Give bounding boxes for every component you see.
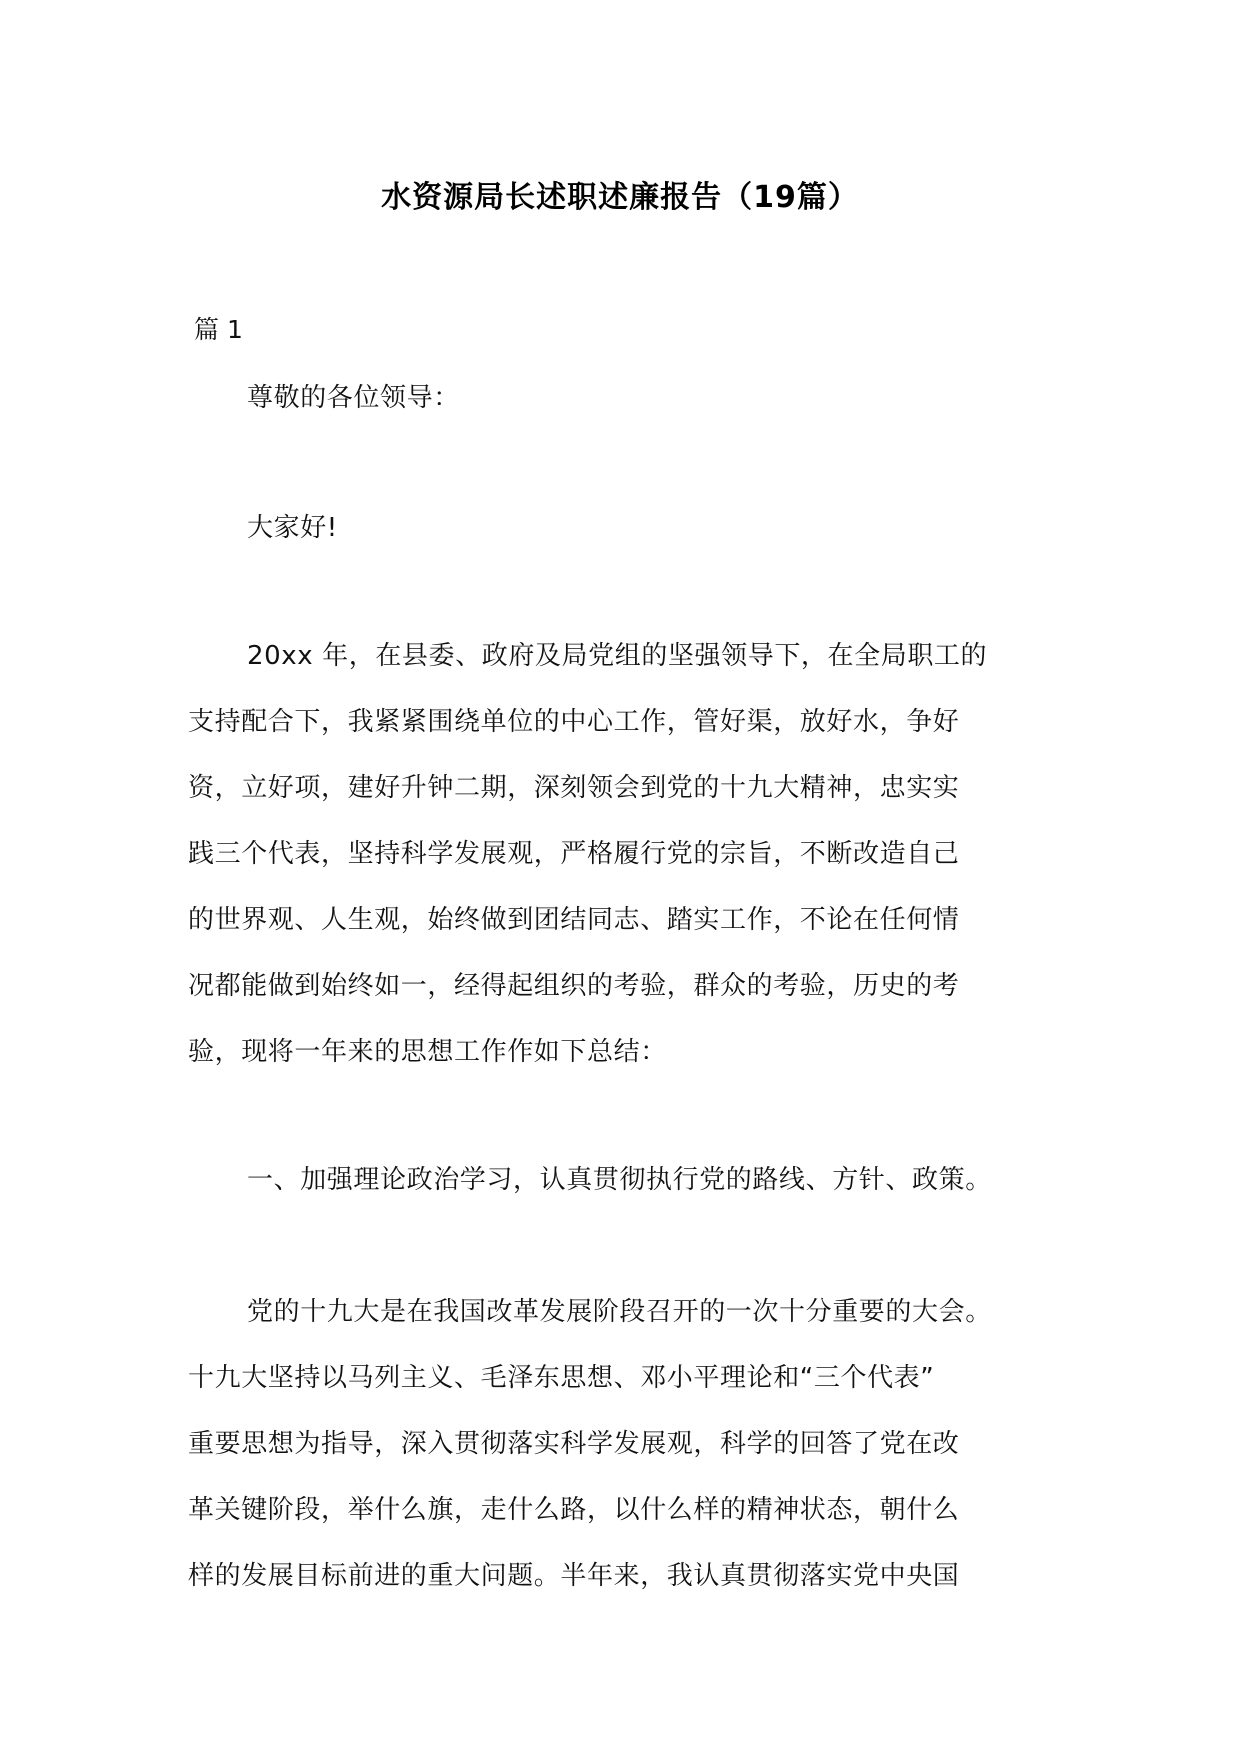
document-title: 水资源局长述职述廉报告（19篇） — [381, 180, 859, 215]
paragraph-line: 验，现将一年来的思想工作作如下总结： — [188, 1037, 667, 1067]
section-heading: 一、加强理论政治学习，认真贯彻执行党的路线、方针、政策。 — [247, 1165, 992, 1195]
section-label: 篇 1 — [194, 315, 243, 344]
paragraph-line: 重要思想为指导，深入贯彻落实科学发展观，科学的回答了党在改 — [188, 1429, 960, 1459]
paragraph-line: 况都能做到始终如一，经得起组织的考验，群众的考验，历史的考 — [188, 971, 960, 1001]
greeting: 大家好! — [247, 513, 338, 543]
paragraph-line: 样的发展目标前进的重大问题。半年来，我认真贯彻落实党中央国 — [188, 1561, 960, 1591]
paragraph-line: 20xx 年，在县委、政府及局党组的坚强领导下，在全局职工的 — [247, 641, 988, 671]
paragraph-line: 十九大坚持以马列主义、毛泽东思想、邓小平理论和“三个代表” — [188, 1363, 935, 1393]
paragraph-line: 革关键阶段，举什么旗，走什么路，以什么样的精神状态，朝什么 — [188, 1495, 960, 1525]
paragraph-line: 资，立好项，建好升钟二期，深刻领会到党的十九大精神，忠实实 — [188, 773, 960, 803]
salutation: 尊敬的各位领导： — [247, 383, 460, 413]
paragraph-line: 支持配合下，我紧紧围绕单位的中心工作，管好渠，放好水，争好 — [188, 707, 960, 737]
paragraph-line: 的世界观、人生观，始终做到团结同志、踏实工作，不论在任何情 — [188, 905, 960, 935]
paragraph-line: 党的十九大是在我国改革发展阶段召开的一次十分重要的大会。 — [247, 1297, 992, 1327]
paragraph-line: 践三个代表，坚持科学发展观，严格履行党的宗旨，不断改造自己 — [188, 839, 960, 869]
